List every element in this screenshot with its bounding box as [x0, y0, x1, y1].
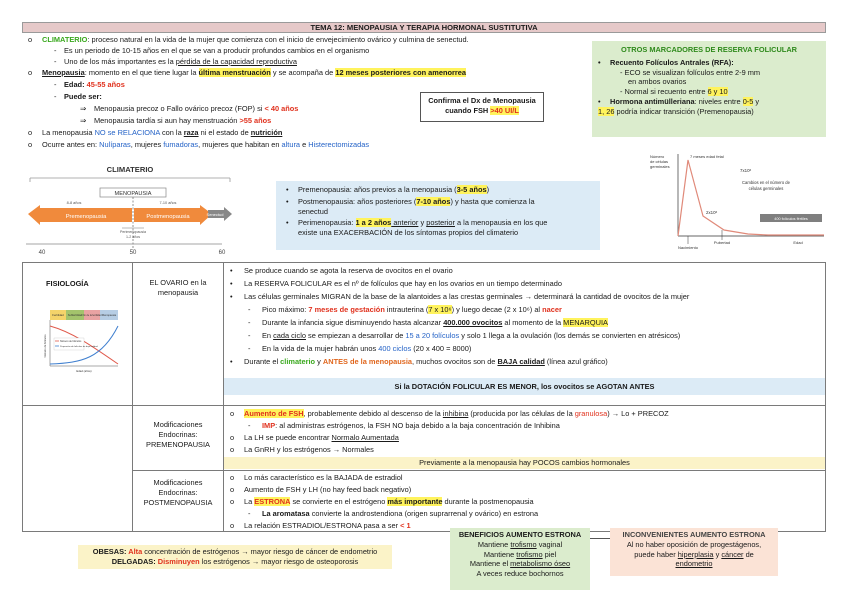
- delgadas-line: DELGADAS: Disminuyen los estrógenos → mayor riesgo de osteoporosis: [111, 556, 359, 566]
- fisiologia-label: FISIOLOGÍA: [46, 279, 89, 288]
- drawback-2: puede haber hiperplasia y cáncer de: [634, 549, 754, 559]
- row-divider-1: [22, 405, 826, 406]
- ov-line-8: • Durante el climaterio y ANTES de la menopausia, muchos ovocitos son de BAJA calidad (línea azul gráfico): [230, 357, 608, 366]
- svg-text:Fertilidad: Fertilidad: [52, 313, 64, 317]
- svg-text:Perimenopausia: Perimenopausia: [120, 230, 146, 234]
- svg-text:Cambios en el número de: Cambios en el número de: [742, 180, 790, 185]
- svg-text:Proporción de folículos de baj: Proporción de folículos de baja calidad: [60, 346, 98, 348]
- tardia-line: ⇒ Menopausia tardía si aun hay menstruación >55 años: [80, 116, 272, 125]
- table-top-border: [22, 262, 826, 263]
- post-line-5: o La relación ESTRADIOL/ESTRONA pasa a ser < 1: [230, 521, 411, 530]
- follicle-chart: [648, 150, 826, 254]
- pre-line-2: - IMP: al administras estrógenos, la FSH NO baja debido a la baja concentración de Inhibina: [248, 421, 560, 430]
- bullet-menopausia: o Menopausia: momento en el que tiene lugar la última menstruación y se acompaña de 12 meses posteriores con amenorrea: [28, 68, 466, 77]
- arrow-icon: ⇒: [80, 104, 87, 113]
- phase-pre: • Premenopausia: años previos a la menopausia (3-5 años): [286, 185, 490, 194]
- drawbacks-box: [610, 528, 778, 576]
- phases-box: [276, 181, 600, 250]
- markers-title: OTROS MARCADORES DE RESERVA FOLICULAR: [620, 45, 797, 54]
- tick-50: 50: [129, 250, 137, 256]
- ov-line-6: - En cada ciclo se empiezan a desarrollar de 15 a 20 folículos y solo 1 llega a la ovulación (los demás se convierten en atrésicos): [248, 331, 681, 340]
- svg-text:Número de folículos: Número de folículos: [44, 334, 47, 358]
- confirm-line-2: cuando FSH >40 UI/L: [445, 105, 519, 115]
- ov-line-2: • La RESERVA FOLICULAR es el nº de folículos que hay en los ovarios en un tiempo determinado: [230, 279, 562, 288]
- post-line-2: o Aumento de FSH y LH (no hay feed back negativo): [230, 485, 412, 494]
- bullet-relacion: o La menopausia NO se RELACIONA con la raza ni el estado de nutrición: [28, 128, 283, 137]
- rfa-line-1b: en ambos ovarios: [628, 77, 687, 87]
- ov-line-5: - Durante la infancia sigue disminuyendo hasta alcanzar 400.000 ovocitos al momento de la MENARQUIA: [248, 318, 608, 327]
- svg-text:células germinales: células germinales: [748, 186, 784, 191]
- svg-text:Subfertilidad: Subfertilidad: [67, 314, 83, 317]
- ov-line-3: • Las células germinales MIGRAN de la base de la alantoides a las crestas germinales → determinará la cantidad de ovocitos de la mujer: [230, 292, 690, 301]
- svg-text:Pubertad: Pubertad: [713, 240, 731, 245]
- row-divider-2: [132, 470, 826, 471]
- ov-line-4: - Pico máximo: 7 meses de gestación intrauterina (7 x 10⁶) y luego decae (2 x 10⁶) al nacer: [248, 305, 562, 314]
- svg-text:Senectud: Senectud: [206, 212, 224, 217]
- pre-line-1: o Aumento de FSH, probablemente debido al descenso de la inhibina (producida por las células de la granulosa) → Lo + PRECOZ: [230, 409, 669, 418]
- table-left-border: [22, 262, 23, 532]
- ov-line-1: • Se produce cuando se agota la reserva de ovocitos en el ovario: [230, 266, 453, 275]
- climaterio-sub-2: - Uno de los más importantes es la pérdida de la capacidad reproductiva: [54, 57, 297, 66]
- follicle-chart-svg: [648, 150, 826, 254]
- drawback-1: Al no haber oposición de progestágenos,: [626, 539, 762, 549]
- svg-text:7-10 años: 7-10 años: [159, 201, 177, 205]
- post-line-4: - La aromatasa convierte la androstendiona (origen suprarrenal y ovárico) en estrona: [248, 509, 539, 518]
- phase-post-2: senectud: [298, 206, 328, 216]
- pre-line-4: o La GnRH y los estrógenos → Normales: [230, 445, 374, 454]
- svg-text:Menopausia: Menopausia: [101, 314, 117, 317]
- ov-line-7: - En la vida de la mujer habrán unos 400 ciclos (20 x 400 = 8000): [248, 344, 472, 353]
- postmenopausia-label: Postmenopausia: [146, 214, 190, 220]
- svg-text:1-2 años: 1-2 años: [126, 235, 140, 239]
- table-right-border: [825, 262, 826, 532]
- svg-text:germinales: germinales: [650, 164, 670, 169]
- climaterio-title: CLIMATERIO: [106, 165, 154, 174]
- premenopausia-banner: Previamente a la menopausia hay POCOS cambios hormonales: [224, 457, 825, 469]
- menopausia-label: MENOPAUSIA: [114, 191, 152, 197]
- col-divider-1: [132, 262, 133, 532]
- climaterio-sub-1: - Es un periodo de 10-15 años en el que se van a producir profundos cambios en el organismo: [54, 46, 370, 55]
- svg-text:Edad (años): Edad (años): [76, 369, 92, 373]
- svg-text:de células: de células: [650, 159, 669, 164]
- benefit-2: Mantiene trofismo piel: [483, 549, 557, 559]
- svg-text:Número: Número: [650, 154, 665, 159]
- benefit-3: Mantiene el metabolismo óseo: [469, 559, 571, 569]
- postmenopausia-label: Modificaciones Endocrinas: POSTMENOPAUSIA: [143, 478, 213, 507]
- ovario-banner: Si la DOTACIÓN FOLICULAR ES MENOR, los ovocitos se AGOTAN ANTES: [224, 378, 825, 395]
- climaterio-diagram-svg: [22, 162, 234, 256]
- bullet-climaterio: o CLIMATERIO: proceso natural en la vida de la mujer que comienza con el inicio de envejecimiento ovárico y culmina de senectud.: [28, 35, 469, 44]
- amh-line: • Hormona antimülleriana: niveles entre 0-5 y: [598, 96, 760, 106]
- premenopausia-label: Premenopausia: [65, 214, 107, 220]
- phase-post: • Postmenopausia: años posteriores (7-10 años) y hasta que comienza la: [286, 196, 535, 206]
- obesity-box: [78, 545, 392, 569]
- drawbacks-title: INCONVENIENTES AUMENTO ESTRONA: [622, 530, 766, 539]
- svg-text:7x10⁶: 7x10⁶: [740, 168, 752, 173]
- fsh-confirm-box: [420, 92, 544, 122]
- rfa-line-1: - ECO se visualizan folículos entre 2-9 mm: [620, 67, 761, 77]
- rfa-title: • Recuento Folículos Antrales (RFA):: [598, 57, 734, 67]
- svg-text:2x10⁶: 2x10⁶: [706, 210, 718, 215]
- drawback-3: endometrio: [675, 559, 713, 569]
- tick-60: 60: [218, 250, 226, 256]
- edad-line: - Edad: 45-55 años: [54, 80, 125, 89]
- svg-text:400 folículos fértiles: 400 folículos fértiles: [774, 217, 808, 221]
- phase-peri: • Perimenopausia: 1 a 2 años anterior y posterior a la menopausia en los que: [286, 218, 548, 228]
- rfa-line-2: - Normal si recuento entre 6 y 10: [620, 87, 728, 97]
- benefits-connector: [590, 538, 610, 539]
- markers-box: [592, 41, 826, 137]
- confirm-line-1: Confirma el Dx de Menopausia: [428, 96, 536, 105]
- col-divider-2: [223, 262, 224, 532]
- benefits-title: BENEFICIOS AUMENTO ESTRONA: [458, 530, 582, 539]
- post-line-3: o La ESTRONA se convierte en el estrógeno más importante durante la postmenopausia: [230, 497, 534, 506]
- arrow-icon: ⇒: [80, 116, 87, 125]
- tick-40: 40: [38, 250, 46, 256]
- amh-line-2: 1, 26 podría indicar transición (Premenopausia): [598, 106, 754, 116]
- obesas-line: OBESAS: Alta concentración de estrógenos → mayor riesgo de cáncer de endometrio: [92, 547, 378, 556]
- follicle-quality-chart: [42, 306, 122, 374]
- puede-ser-line: - Puede ser:: [54, 92, 102, 101]
- ovario-label: EL OVARIO en la menopausia: [149, 278, 207, 297]
- climaterio-diagram: [22, 162, 234, 256]
- svg-text:Nacimiento: Nacimiento: [677, 245, 699, 250]
- bullet-ocurre: o Ocurre antes en: Nulíparas, mujeres fumadoras, mujeres que habitan en altura e Histerectomizadas: [28, 140, 370, 149]
- svg-text:Edad: Edad: [793, 240, 803, 245]
- benefit-4: A veces reduce bochornos: [476, 569, 564, 579]
- precoz-line: ⇒ Menopausia precoz o Fallo ovárico precoz (FOP) si < 40 años: [80, 104, 299, 113]
- premenopausia-label: Modificaciones Endocrinas: PREMENOPAUSIA: [146, 420, 210, 449]
- page-title: TEMA 12: MENOPAUSIA Y TERAPIA HORMONAL SUSTITUTIVA: [22, 22, 826, 33]
- svg-text:7 meses edad fetal: 7 meses edad fetal: [690, 154, 724, 159]
- phase-peri-2: existe una EXACERBACIÓN de los síntomas propios del climaterio: [298, 228, 519, 238]
- pre-line-3: o La LH se puede encontrar Normalo Aumentada: [230, 433, 399, 442]
- benefits-box: [450, 528, 590, 590]
- benefit-1: Mantiene trofismo vaginal: [477, 539, 563, 549]
- svg-text:Número de folículos: Número de folículos: [60, 340, 82, 343]
- svg-text:8-8 años: 8-8 años: [66, 201, 82, 205]
- post-line-1: o Lo más característico es la BAJADA de estradiol: [230, 473, 403, 482]
- svg-text:Fin de la fertilidad: Fin de la fertilidad: [82, 314, 102, 317]
- quality-chart-svg: [42, 306, 122, 374]
